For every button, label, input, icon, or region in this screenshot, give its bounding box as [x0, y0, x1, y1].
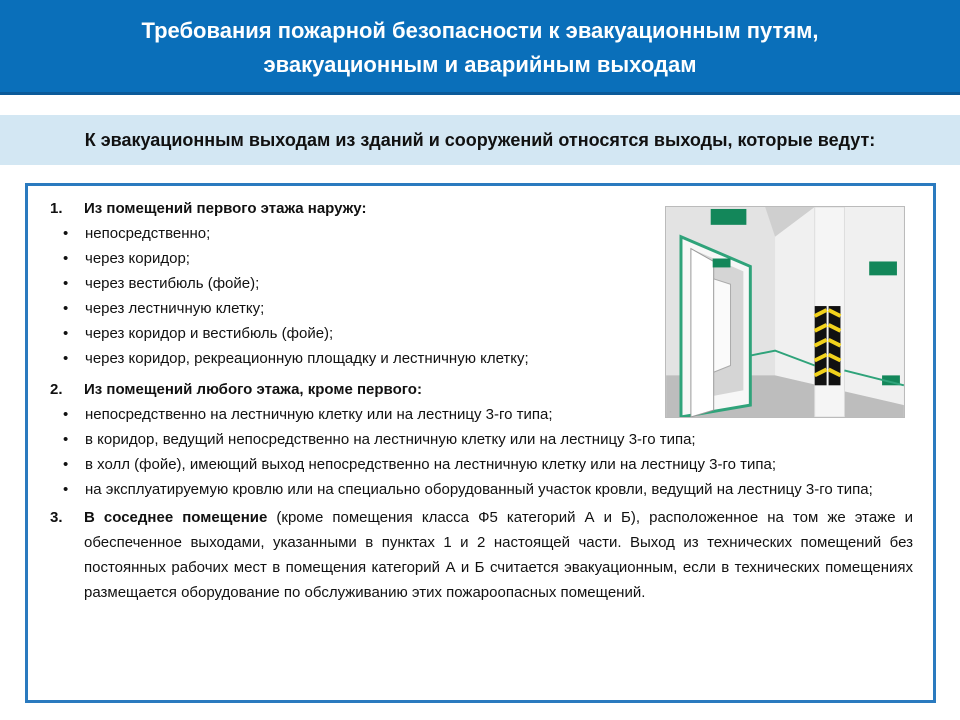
list-item	[46, 346, 651, 371]
list-item-text: через вестибюль (фойе);	[85, 275, 260, 292]
bullet-icon: •	[63, 431, 69, 448]
section-2-heading	[46, 377, 651, 402]
list-item	[46, 296, 651, 321]
bullet-icon: •	[63, 250, 69, 267]
bullet-icon: •	[63, 225, 69, 242]
list-item	[46, 246, 651, 271]
list-item	[46, 477, 913, 502]
content-box	[25, 183, 936, 703]
list-item-text: в коридор, ведущий непосредственно на лестничную клетку или на лестницу 3-го типа;	[85, 431, 696, 448]
list-item	[46, 221, 651, 246]
section-title: Из помещений любого этажа, кроме первого:	[84, 381, 422, 398]
list-item	[46, 402, 651, 427]
list-item-text: непосредственно на лестничную клетку или на лестницу 3-го типа;	[85, 406, 553, 423]
section-title: Из помещений первого этажа наружу:	[84, 200, 367, 217]
section-body: (кроме помещения класса Ф5 категорий А и Б), расположенное на том же этаже и обеспеченное выходами, указанными в пунктах 1 и 2 настоящей части. Выход из технических помещений без постоянных рабочих мест в помещения категорий А и Б считается эвакуационным, если в технических помещениях размещается оборудование по обслуживанию этих пожароопасных помещений.	[84, 509, 913, 601]
title-line-2: эвакуационным и аварийным выходам	[263, 52, 697, 77]
section-title: В соседнее помещение	[84, 509, 268, 526]
list-item	[46, 427, 913, 452]
bullet-icon: •	[63, 350, 69, 367]
section-number: 1.	[50, 200, 63, 217]
bullet-icon: •	[63, 275, 69, 292]
section-1-heading	[46, 196, 651, 221]
list-item	[46, 271, 651, 296]
list-item-text: через коридор;	[85, 250, 190, 267]
list-item	[46, 452, 913, 477]
section-number: 2.	[50, 381, 63, 398]
subtitle: К эвакуационным выходам из зданий и сооружений относятся выходы, которые ведут:	[0, 115, 960, 165]
section-3-text	[84, 505, 913, 605]
section-number: 3.	[50, 509, 63, 526]
section-3	[46, 505, 913, 605]
bullet-icon: •	[63, 325, 69, 342]
list-item-text: непосредственно;	[85, 225, 211, 242]
evacuation-exit-illustration	[665, 206, 905, 418]
list-item-text: через лестничную клетку;	[85, 300, 265, 317]
bullet-icon: •	[63, 456, 69, 473]
list-item-text: в холл (фойе), имеющий выход непосредственно на лестничную клетку или на лестницу 3-го типа;	[85, 456, 776, 473]
list-item	[46, 321, 651, 346]
list-item-text: через коридор и вестибюль (фойе);	[85, 325, 334, 342]
bullet-icon: •	[63, 406, 69, 423]
bullet-icon: •	[63, 300, 69, 317]
list-item-text: на эксплуатируемую кровлю или на специально оборудованный участок кровли, ведущий на лестницу 3-го типа;	[85, 481, 873, 498]
page-header	[0, 0, 960, 95]
bullet-icon: •	[63, 481, 69, 498]
list-item-text: через коридор, рекреационную площадку и лестничную клетку;	[85, 350, 529, 367]
title-line-1: Требования пожарной безопасности к эвакуационным путям,	[141, 18, 819, 43]
